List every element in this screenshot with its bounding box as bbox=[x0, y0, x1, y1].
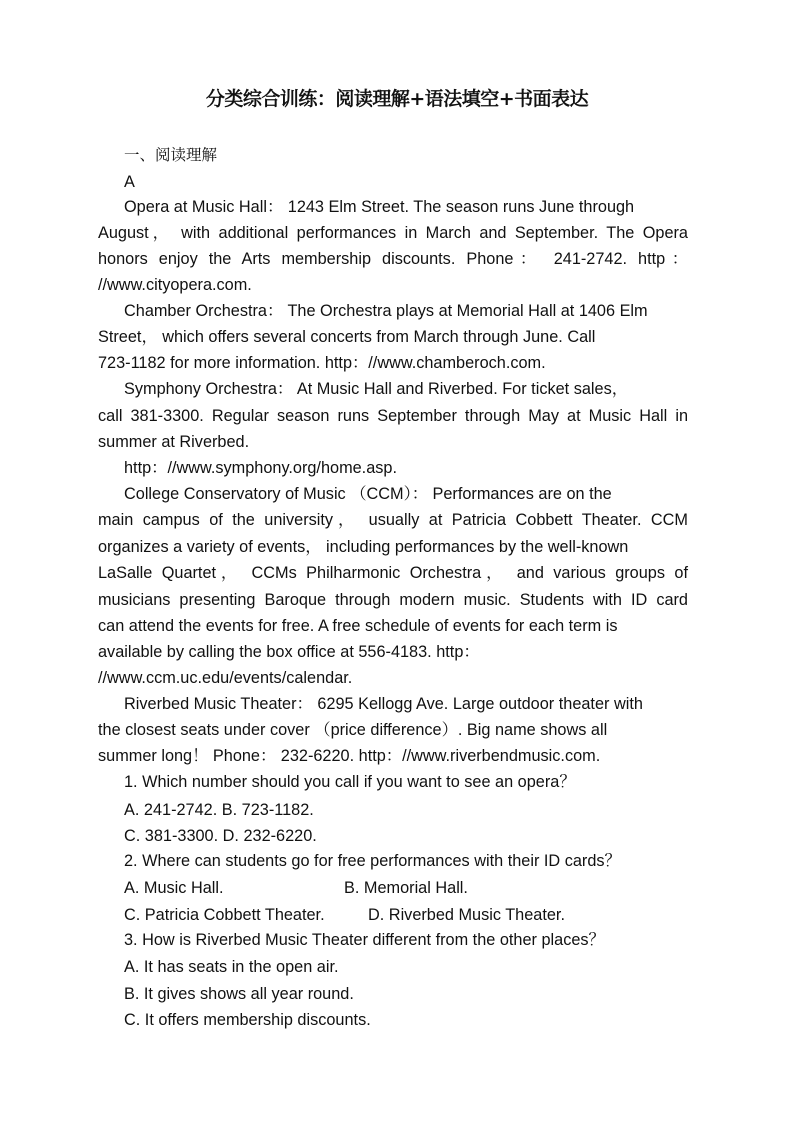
section-heading: 一、阅读理解 bbox=[124, 146, 218, 164]
answer-option: B. Memorial Hall. bbox=[344, 879, 468, 897]
answer-option: C. It offers membership discounts. bbox=[124, 1011, 371, 1029]
question-stem: 2. Where can students go for free performances with their ID cards？ bbox=[124, 852, 621, 870]
passage-line: //www.cityopera.com. bbox=[98, 276, 252, 294]
answer-option: A. Music Hall. bbox=[124, 879, 224, 897]
passage-line: Opera at Music Hall： 1243 Elm Street. The season runs June through bbox=[124, 198, 635, 216]
passage-line: can attend the events for free. A free schedule of events for each term is bbox=[98, 617, 618, 635]
passage-line: honors enjoy the Arts membership discounts. Phone： 241-2742. http： bbox=[98, 250, 688, 268]
passage-line: musicians presenting Baroque through modern music. Students with ID card bbox=[98, 591, 688, 609]
passage-line: Riverbed Music Theater： 6295 Kellogg Ave. Large outdoor theater with bbox=[124, 695, 643, 713]
passage-line: //www.ccm.uc.edu/events/calendar. bbox=[98, 669, 353, 687]
passage-line: summer at Riverbed. bbox=[98, 433, 250, 451]
passage-line: 723-1182 for more information. http：//www.chamberoch.com. bbox=[98, 354, 546, 372]
document-title: 分类综合训练：阅读理解+语法填空+书面表达 bbox=[205, 88, 589, 110]
passage-line: the closest seats under cover （price difference）. Big name shows all bbox=[98, 721, 608, 739]
passage-line: call 381-3300. Regular season runs September through May at Music Hall in bbox=[98, 407, 688, 425]
answer-option: C. Patricia Cobbett Theater. bbox=[124, 906, 325, 924]
passage-line: Chamber Orchestra： The Orchestra plays at Memorial Hall at 1406 Elm bbox=[124, 302, 648, 320]
question-stem: 3. How is Riverbed Music Theater different from the other places？ bbox=[124, 931, 605, 949]
passage-line: College Conservatory of Music （CCM）： Performances are on the bbox=[124, 485, 612, 503]
answer-option: D. Riverbed Music Theater. bbox=[368, 906, 565, 924]
answer-option: A. It has seats in the open air. bbox=[124, 958, 339, 976]
passage-line: organizes a variety of events， including performances by the well-known bbox=[98, 538, 629, 556]
answer-options: A. 241-2742. B. 723-1182. bbox=[124, 801, 314, 819]
passage-line: main campus of the university， usually at Patricia Cobbett Theater. CCM bbox=[98, 511, 688, 529]
passage-line: available by calling the box office at 556-4183. http： bbox=[98, 643, 480, 661]
passage-line: summer long！ Phone： 232-6220. http：//www.riverbendmusic.com. bbox=[98, 747, 601, 765]
passage-label: A bbox=[124, 173, 135, 191]
answer-options: C. 381-3300. D. 232-6220. bbox=[124, 827, 317, 845]
answer-option: B. It gives shows all year round. bbox=[124, 985, 354, 1003]
question-stem: 1. Which number should you call if you want to see an opera？ bbox=[124, 773, 576, 791]
passage-line: LaSalle Quartet， CCMs Philharmonic Orchestra， and various groups of bbox=[98, 564, 688, 582]
passage-line: August， with additional performances in March and September. The Opera bbox=[98, 224, 688, 242]
passage-line: Symphony Orchestra： At Music Hall and Riverbed. For ticket sales， bbox=[124, 380, 628, 398]
passage-line: Street， which offers several concerts from March through June. Call bbox=[98, 328, 596, 346]
passage-line: http：//www.symphony.org/home.asp. bbox=[124, 459, 397, 477]
